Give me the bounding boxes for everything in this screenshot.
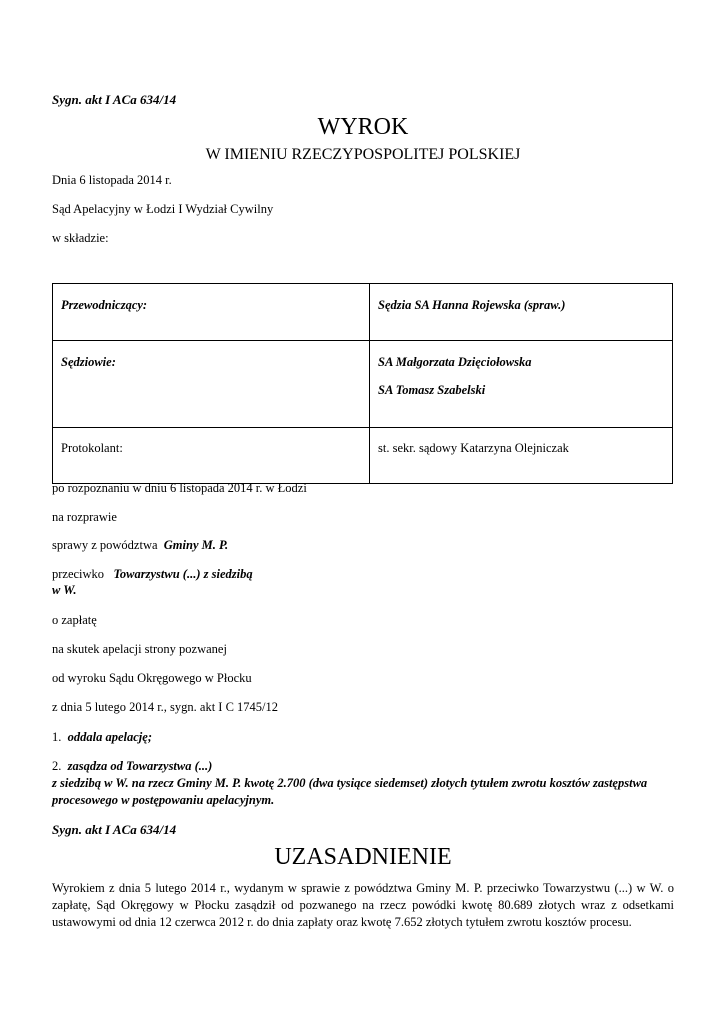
- defendant-line: [52, 567, 253, 582]
- ruling-item-2: [52, 759, 212, 774]
- ruling-item-text: oddala apelację;: [67, 730, 152, 744]
- chair-value-cell: [370, 284, 673, 341]
- judge-name: SA Tomasz Szabelski: [378, 383, 486, 397]
- case-signature: Sygn. akt I ACa 634/14: [52, 92, 177, 107]
- judgment-title: WYROK: [317, 114, 409, 140]
- chair-label: Przewodniczący:: [61, 298, 148, 312]
- justification-title: UZASADNIENIE: [274, 844, 452, 870]
- judges-value-cell: [370, 341, 673, 428]
- hearing-line: po rozpoznaniu w dniu 6 listopada 2014 r. w Łodzi: [52, 481, 307, 495]
- table-row: [53, 341, 673, 428]
- judgment-date: Dnia 6 listopada 2014 r.: [52, 173, 172, 187]
- justification-paragraph: Wyrokiem z dnia 5 lutego 2014 r., wydanym w sprawie z powództwa Gminy M. P. przeciwko Towarzystwu (...) w W. o zapłatę, Sąd Okręgowy w Płocku zasądził od pozwanego na rzecz powódki kwotę 80.689 złotych wraz z odsetkami ustawowymi od dnia 12 czerwca 2012 r. do dnia zapłaty oraz kwotę 7.652 złotych tytułem zwrotu kosztów procesu.: [52, 881, 674, 929]
- chair-value: Sędzia SA Hanna Rojewska (spraw.): [378, 298, 566, 312]
- trial-line: na rozprawie: [52, 510, 117, 524]
- table-row: [53, 428, 673, 484]
- from-judgment-line: od wyroku Sądu Okręgowego w Płocku: [52, 671, 252, 685]
- judges-label: Sędziowie:: [61, 355, 116, 369]
- subject-line: o zapłatę: [52, 613, 97, 627]
- against-prefix: przeciwko: [52, 567, 105, 581]
- court-name: Sąd Apelacyjny w Łodzi I Wydział Cywilny: [52, 202, 274, 216]
- ruling-item-text: zasądza od Towarzystwa (...): [67, 759, 213, 773]
- appeal-line: na skutek apelacji strony pozwanej: [52, 642, 227, 656]
- plaintiff-name: Gminy M. P.: [163, 538, 229, 552]
- court-panel-table: [52, 283, 673, 484]
- judge-name: SA Małgorzata Dzięciołowska: [378, 355, 532, 369]
- clerk-value-cell: [370, 428, 673, 484]
- ruling-item-number: 1.: [52, 730, 62, 744]
- judgment-subtitle: W IMIENIU RZECZYPOSPOLITEJ POLSKIEJ: [205, 146, 521, 163]
- ruling-item-number: 2.: [52, 759, 62, 773]
- case-prefix: sprawy z powództwa: [52, 538, 158, 552]
- justification-signature: Sygn. akt I ACa 634/14: [52, 822, 177, 837]
- judges-label-cell: [53, 341, 370, 428]
- judgment-date-line: z dnia 5 lutego 2014 r., sygn. akt I C 1745/12: [52, 700, 279, 714]
- ruling-item-1: [52, 730, 152, 745]
- defendant-seat: w W.: [52, 583, 77, 597]
- chair-label-cell: [53, 284, 370, 341]
- defendant-name: Towarzystwu (...) z siedzibą: [113, 567, 253, 581]
- ruling-item-2-continuation: z siedzibą w W. na rzecz Gminy M. P. kwotę 2.700 (dwa tysiące siedemset) złotych tytułem zwrotu kosztów zastępstwa procesowego w postępowaniu apelacyjnym.: [52, 776, 648, 807]
- composition-label: w składzie:: [52, 231, 109, 245]
- clerk-label-cell: [53, 428, 370, 484]
- clerk-label: Protokolant:: [61, 441, 123, 455]
- plaintiff-line: [52, 538, 228, 553]
- clerk-value: st. sekr. sądowy Katarzyna Olejniczak: [378, 441, 569, 455]
- table-row: [53, 284, 673, 341]
